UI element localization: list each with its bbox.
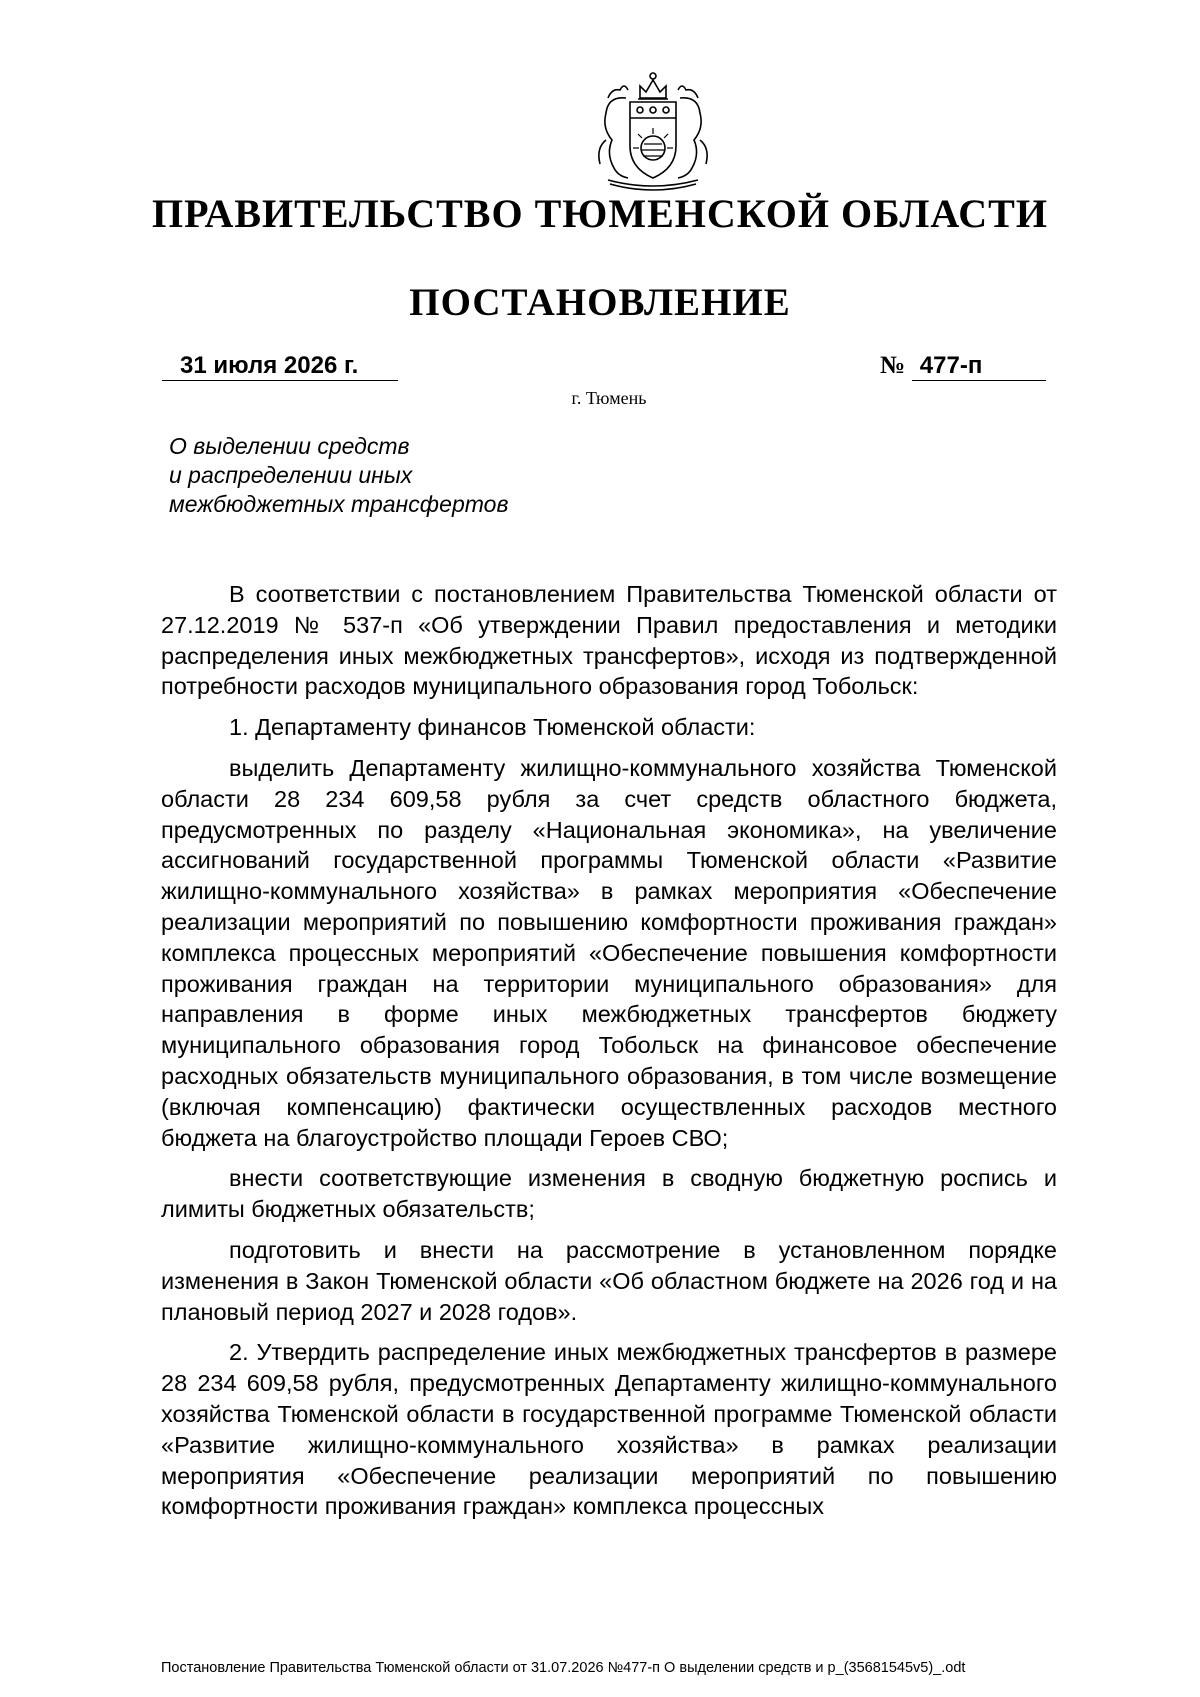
subject-line: и распределении иных bbox=[169, 462, 413, 488]
body-paragraph: В соответствии с постановлением Правительства Тюменской области от 27.12.2019 № 537-п «Об утверждении Правил предоставления и методики распределения иных межбюджетных трансфертов», исходя из подтвержденной потребности расходов муниципального образования город Тобольск: bbox=[161, 581, 1057, 700]
number-value: 477-п bbox=[912, 352, 1046, 381]
body-paragraph: выделить Департаменту жилищно-коммунального хозяйства Тюменской области 28 234 609,58 рубля за счет средств областного бюджета, предусмотренных по разделу «Национальная экономика», на увеличение ассигнований государственной программы Тюменской области «Развитие жилищно-коммунального хозяйства» в рамках мероприятия «Обеспечение реализации мероприятий по повышению комфортности проживания граждан» комплекса процессных мероприятий «Обеспечение повышения комфортности проживания граждан на территории муниципального образования» для направления в форме иных межбюджетных трансфертов бюджету муниципального образования город Тобольск на финансовое обеспечение расходных обязательств муниципального образования, в том числе возмещение (включая компенсацию) фактически осуществленных расходов местного бюджета на благоустройство площади Героев СВО; bbox=[161, 754, 1057, 1151]
subject-line: межбюджетных трансфертов bbox=[169, 491, 509, 517]
document-type: ПОСТАНОВЛЕНИЕ bbox=[409, 281, 791, 324]
coat-of-arms-icon bbox=[578, 68, 728, 193]
subject-line: О выделении средств bbox=[169, 433, 410, 459]
document-date: 31 июля 2026 г. bbox=[162, 352, 398, 381]
number-sign: № bbox=[880, 352, 906, 379]
government-title: ПРАВИТЕЛЬСТВО ТЮМЕНСКОЙ ОБЛАСТИ bbox=[152, 191, 1048, 236]
body-paragraph: внести соответствующие изменения в сводную бюджетную роспись и лимиты бюджетных обязательств; bbox=[161, 1165, 1057, 1223]
document-city: г. Тюмень bbox=[571, 388, 647, 408]
document-number bbox=[880, 352, 1048, 381]
body-paragraph: 2. Утвердить распределение иных межбюджетных трансфертов в размере 28 234 609,58 рубля, предусмотренных Департаменту жилищно-коммунального хозяйства Тюменской области в государственной программе Тюменской области «Развитие жилищно-коммунального хозяйства» в рамках реализации мероприятия «Обеспечение реализации мероприятий по повышению комфортности проживания граждан» комплекса процессных bbox=[161, 1339, 1057, 1520]
document-footer: Постановление Правительства Тюменской области от 31.07.2026 №477-п О выделении средств и р_(35681545v5)_.odt bbox=[161, 1660, 966, 1676]
document-body bbox=[161, 579, 1057, 1532]
document-subject bbox=[169, 432, 589, 519]
body-paragraph: 1. Департаменту финансов Тюменской области: bbox=[229, 714, 756, 741]
body-paragraph: подготовить и внести на рассмотрение в установленном порядке изменения в Закон Тюменской области «Об областном бюджете на 2026 год и на плановый период 2027 и 2028 годов». bbox=[161, 1236, 1057, 1325]
